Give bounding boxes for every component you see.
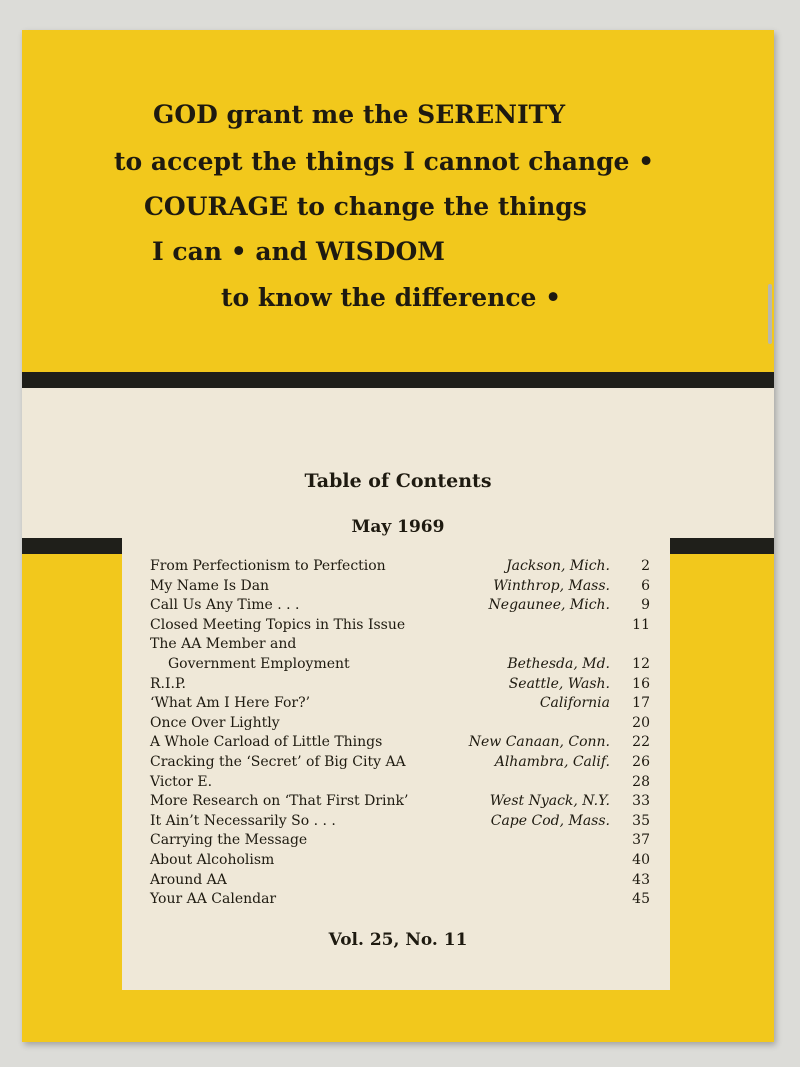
toc-entry: [150, 871, 650, 891]
toc-entry: [150, 792, 650, 812]
toc-entry-page: 2: [641, 558, 650, 574]
toc-entry-title: Victor E.: [150, 773, 213, 790]
toc-entry: [150, 890, 650, 910]
prayer-line-2: to accept the things I cannot change •: [114, 147, 655, 176]
toc-entry-page: 6: [641, 577, 650, 594]
staple: [768, 284, 772, 344]
toc-entry: [150, 733, 650, 753]
volume-number: Vol. 25, No. 11: [328, 930, 468, 950]
toc-entry-page: 43: [632, 871, 650, 888]
toc-entry-page: 40: [632, 851, 650, 868]
toc-entry-title: Once Over Lightly: [150, 714, 280, 731]
toc-entry: [150, 851, 650, 871]
toc-title: Table of Contents: [304, 470, 492, 492]
toc-entry-location: New Canaan, Conn.: [468, 734, 610, 751]
toc-entry-location: Negaunee, Mich.: [488, 597, 610, 614]
toc-entry-title: From Perfectionism to Perfection: [150, 558, 386, 574]
toc-entry-page: 11: [632, 616, 650, 633]
toc-entry-location: Winthrop, Mass.: [493, 577, 610, 594]
toc-entry-title: Cracking the ‘Secret’ of Big City AA: [150, 753, 406, 770]
toc-entry-page: 9: [641, 597, 650, 614]
toc-entry: [150, 675, 650, 695]
toc-entry: [150, 812, 650, 832]
booklet-back-cover: [22, 30, 774, 1042]
toc-entry: [150, 635, 650, 655]
toc-entry-title: Call Us Any Time . . .: [150, 597, 300, 614]
toc-entry-page: 45: [632, 891, 650, 908]
toc-entry-title: Closed Meeting Topics in This Issue: [150, 616, 406, 633]
cream-band: [22, 388, 774, 538]
toc-date: May 1969: [351, 517, 445, 537]
divider-bar-top: [22, 372, 774, 388]
toc-entry-page: 22: [632, 734, 650, 751]
toc-entry-page: 33: [632, 793, 650, 810]
prayer-line-4: I can • and WISDOM: [152, 237, 445, 266]
toc-entry-page: 35: [632, 812, 650, 829]
prayer-line-3: COURAGE to change the things: [144, 192, 587, 221]
toc-entry: [150, 753, 650, 773]
toc-entry-page: 16: [632, 675, 650, 692]
toc-entry-location: Alhambra, Calif.: [494, 753, 610, 770]
toc-entry-page: 26: [632, 753, 650, 770]
toc-entry-page: 17: [632, 695, 650, 712]
toc-entry: [150, 616, 650, 636]
toc-entry-location: Jackson, Mich.: [506, 558, 610, 574]
toc-entry-title: My Name Is Dan: [150, 577, 270, 594]
toc-entry-title: About Alcoholism: [150, 851, 275, 868]
toc-entry-location: West Nyack, N.Y.: [489, 793, 610, 810]
toc-entry: [150, 577, 650, 597]
toc-entry-title: Carrying the Message: [150, 832, 308, 849]
toc-entry-location: California: [539, 695, 610, 712]
toc-entry: [150, 694, 650, 714]
toc-entry-title: A Whole Carload of Little Things: [150, 734, 383, 751]
toc-entry: [150, 655, 650, 675]
toc-entry-page: 28: [632, 773, 650, 790]
toc-entry-page: 37: [632, 832, 650, 849]
toc-entry-title: Government Employment: [168, 655, 350, 672]
toc-entry-title: More Research on ‘That First Drink’: [150, 793, 409, 810]
toc-entry-title: Around AA: [150, 871, 227, 888]
divider-bar-left: [22, 538, 122, 554]
toc-entry-location: Cape Cod, Mass.: [490, 812, 610, 829]
toc-entry-title: Your AA Calendar: [150, 891, 277, 908]
toc-entry-title: It Ain’t Necessarily So . . .: [150, 812, 336, 829]
toc-entry-page: 12: [632, 655, 650, 672]
prayer-line-1: GOD grant me the SERENITY: [153, 100, 566, 129]
toc-entry-page: 20: [632, 714, 650, 731]
toc-entry-location: Seattle, Wash.: [508, 675, 610, 692]
toc-entry-title: R.I.P.: [150, 675, 187, 692]
toc-entry-title: ‘What Am I Here For?’: [150, 695, 311, 712]
toc-entry-title: The AA Member and: [150, 636, 297, 653]
toc-entry: [150, 596, 650, 616]
toc-entry: [150, 714, 650, 734]
toc-entry: [150, 831, 650, 851]
prayer-line-5: to know the difference •: [221, 283, 562, 312]
divider-bar-right: [670, 538, 774, 554]
toc-list: [150, 557, 650, 910]
toc-entry: [150, 557, 650, 577]
toc-entry: [150, 773, 650, 793]
toc-entry-location: Bethesda, Md.: [507, 655, 610, 672]
